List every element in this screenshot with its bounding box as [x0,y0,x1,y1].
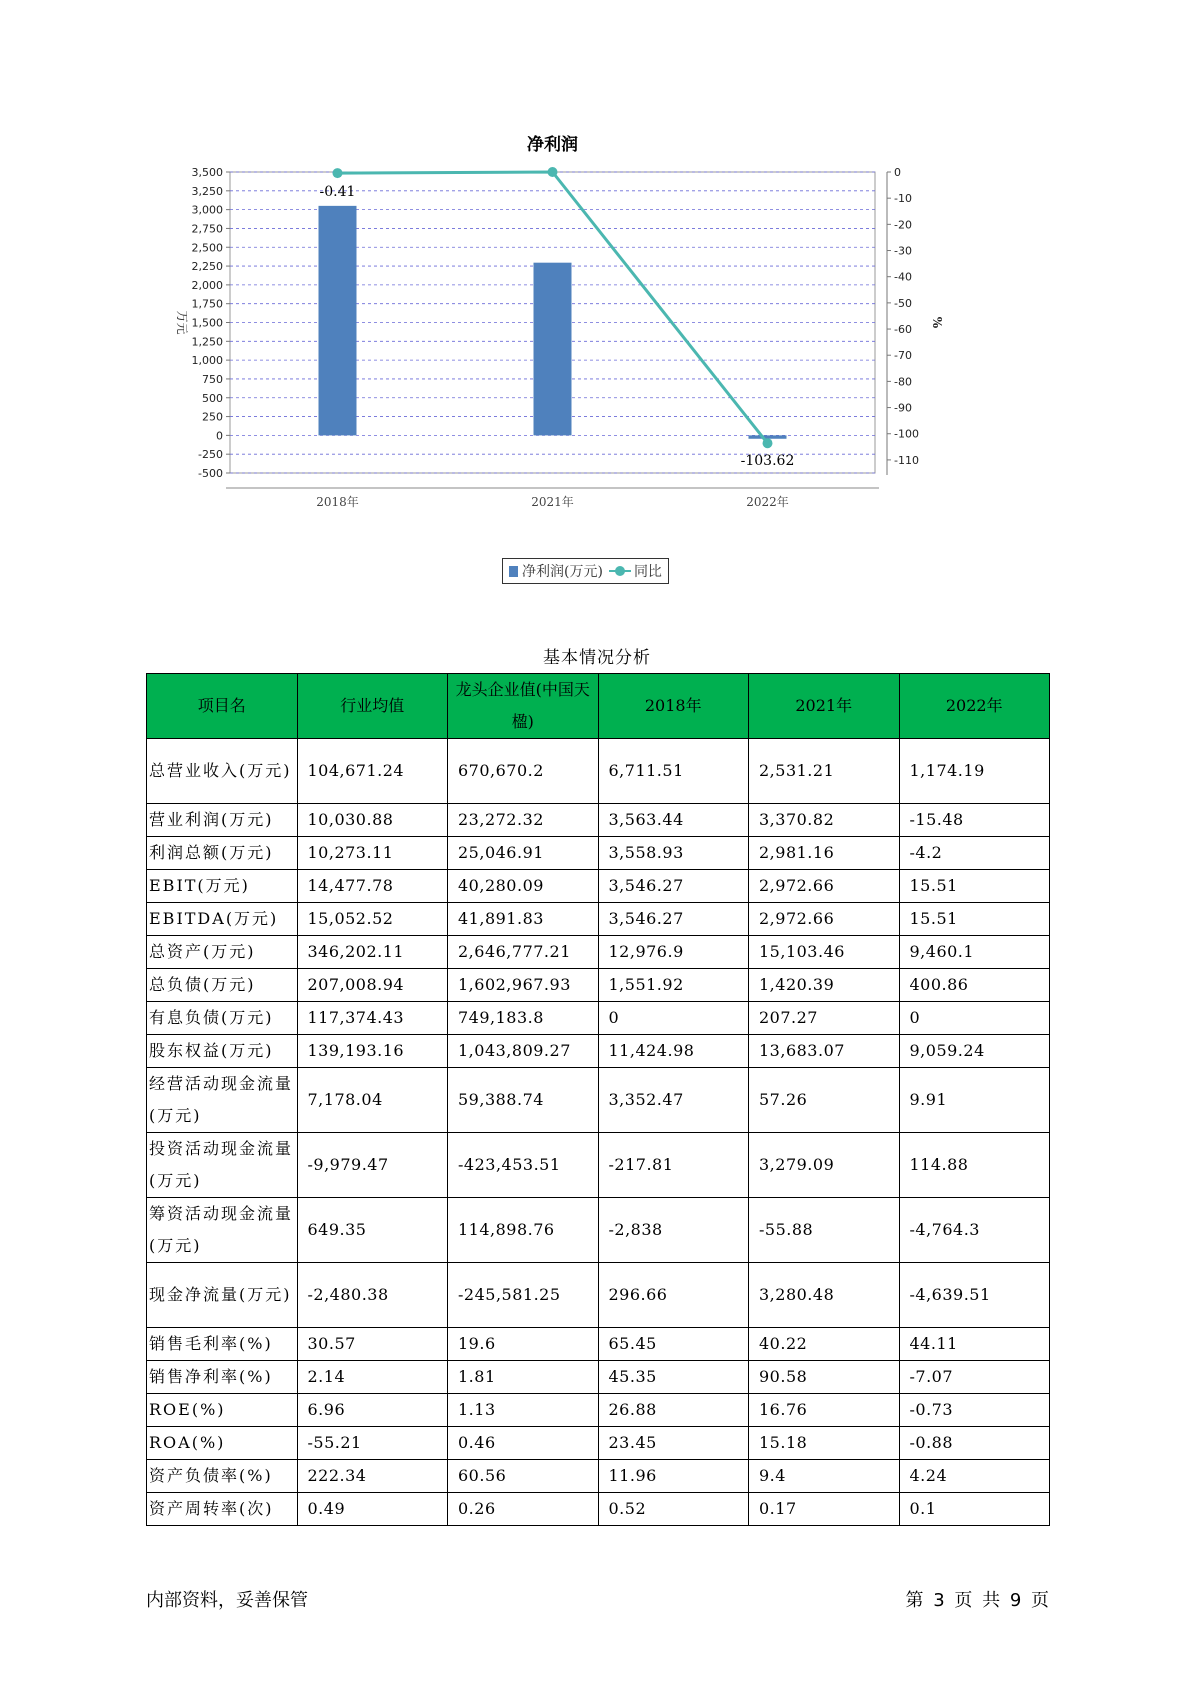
value-cell: 2,972.66 [749,903,900,936]
header-cell: 行业均值 [297,674,448,739]
table-row [147,1133,1050,1198]
y-tick-label: 1,250 [191,335,223,349]
value-cell: 10,030.88 [297,804,448,837]
value-cell: -9,979.47 [297,1133,448,1198]
y-tick-label: -500 [198,467,223,480]
value-cell: -245,581.25 [448,1263,599,1328]
value-cell: 9.91 [899,1068,1050,1133]
value-cell: 59,388.74 [448,1068,599,1133]
line-legend-swatch [609,566,631,576]
value-cell: -2,838 [598,1198,749,1263]
row-name-cell: 资产周转率(次) [147,1493,298,1526]
y2-tick-label: -100 [894,427,919,441]
value-cell: 104,671.24 [297,739,448,804]
value-cell: 13,683.07 [749,1035,900,1068]
value-cell: 16.76 [749,1394,900,1427]
legend-bar-label: 净利润(万元) [522,564,603,580]
value-cell: 9,059.24 [899,1035,1050,1068]
table-row [147,1263,1050,1328]
value-cell: 649.35 [297,1198,448,1263]
table-row [147,903,1050,936]
value-cell: 1,174.19 [899,739,1050,804]
value-cell: 15,103.46 [749,936,900,969]
value-cell: 14,477.78 [297,870,448,903]
value-cell: 346,202.11 [297,936,448,969]
value-cell: 207.27 [749,1002,900,1035]
value-cell: 0 [899,1002,1050,1035]
value-cell: 3,546.27 [598,870,749,903]
y-tick-label: 500 [202,391,223,405]
footer-confidential-note: 内部资料，妥善保管 [146,1590,308,1611]
row-name-cell: 经营活动现金流量(万元) [147,1068,298,1133]
value-cell: -55.21 [297,1427,448,1460]
y2-axis-title: % [930,316,944,329]
value-cell: 3,280.48 [749,1263,900,1328]
footer-page-number: 第 3 页 共 9 页 [905,1590,1049,1611]
value-cell: 1,602,967.93 [448,969,599,1002]
value-cell: 0.49 [297,1493,448,1526]
value-cell: 15.18 [749,1427,900,1460]
value-cell: 400.86 [899,969,1050,1002]
value-cell: 11,424.98 [598,1035,749,1068]
y-tick-label: 750 [202,372,223,386]
value-cell: 45.35 [598,1361,749,1394]
value-cell: 117,374.43 [297,1002,448,1035]
value-cell: -423,453.51 [448,1133,599,1198]
row-name-cell: 销售净利率(%) [147,1361,298,1394]
bar [319,206,357,436]
value-cell: 6,711.51 [598,739,749,804]
value-cell: 749,183.8 [448,1002,599,1035]
value-cell: 26.88 [598,1394,749,1427]
row-name-cell: 投资活动现金流量(万元) [147,1133,298,1198]
value-cell: 114.88 [899,1133,1050,1198]
header-cell: 2022年 [899,674,1050,739]
table-row [147,804,1050,837]
bar [534,263,572,436]
yoy-point [763,438,773,448]
value-cell: -4.2 [899,837,1050,870]
row-name-cell: 利润总额(万元) [147,837,298,870]
value-cell: -15.48 [899,804,1050,837]
value-cell: 2,972.66 [749,870,900,903]
y-tick-label: 3,000 [191,203,223,217]
value-cell: 23,272.32 [448,804,599,837]
y-tick-label: 250 [202,410,223,424]
value-cell: -7.07 [899,1361,1050,1394]
y2-tick-label: -50 [894,296,912,310]
value-cell: 1,551.92 [598,969,749,1002]
legend-line-label: 同比 [633,564,662,580]
value-cell: 3,279.09 [749,1133,900,1198]
y2-tick-label: -110 [894,453,919,467]
value-cell: 1,420.39 [749,969,900,1002]
value-cell: -2,480.38 [297,1263,448,1328]
table-row [147,1493,1050,1526]
row-name-cell: 营业利润(万元) [147,804,298,837]
value-cell: 15.51 [899,903,1050,936]
chart-legend [502,558,669,584]
row-name-cell: 资产负债率(%) [147,1460,298,1493]
y-tick-label: 1,750 [191,297,223,311]
y-tick-label: -250 [198,448,223,462]
table-row [147,936,1050,969]
row-name-cell: 销售毛利率(%) [147,1328,298,1361]
y-tick-label: 3,500 [191,166,223,179]
value-cell: 9.4 [749,1460,900,1493]
row-name-cell: 总负债(万元) [147,969,298,1002]
row-name-cell: 现金净流量(万元) [147,1263,298,1328]
chart-title: 净利润 [527,135,578,155]
value-cell: -4,639.51 [899,1263,1050,1328]
value-cell: 114,898.76 [448,1198,599,1263]
value-cell: 0.52 [598,1493,749,1526]
value-cell: 2,531.21 [749,739,900,804]
y-tick-label: 1,000 [191,354,223,368]
value-cell: 23.45 [598,1427,749,1460]
data-label: -0.41 [319,184,356,201]
y-tick-label: 2,500 [191,241,223,255]
row-name-cell: EBITDA(万元) [147,903,298,936]
value-cell: 1.81 [448,1361,599,1394]
header-cell: 项目名 [147,674,298,739]
data-label: -103.62 [740,453,795,470]
x-tick-label: 2021年 [531,495,574,509]
header-cell: 2018年 [598,674,749,739]
y2-tick-label: -20 [894,218,912,232]
value-cell: 296.66 [598,1263,749,1328]
value-cell: 15,052.52 [297,903,448,936]
value-cell: 2,646,777.21 [448,936,599,969]
table-caption: 基本情况分析 [543,648,651,668]
header-cell: 龙头企业值(中国天楹) [448,674,599,739]
value-cell: 3,563.44 [598,804,749,837]
value-cell: 3,370.82 [749,804,900,837]
x-tick-label: 2018年 [316,495,359,509]
value-cell: 3,558.93 [598,837,749,870]
header-cell: 2021年 [749,674,900,739]
row-name-cell: EBIT(万元) [147,870,298,903]
value-cell: 2.14 [297,1361,448,1394]
value-cell: -0.88 [899,1427,1050,1460]
value-cell: 90.58 [749,1361,900,1394]
row-name-cell: 有息负债(万元) [147,1002,298,1035]
value-cell: 6.96 [297,1394,448,1427]
y-tick-label: 2,750 [191,222,223,236]
value-cell: 222.34 [297,1460,448,1493]
value-cell: -217.81 [598,1133,749,1198]
value-cell: 0.46 [448,1427,599,1460]
value-cell: 3,352.47 [598,1068,749,1133]
value-cell: 40.22 [749,1328,900,1361]
yoy-point [548,167,558,177]
y-tick-label: 1,500 [191,316,223,330]
y2-tick-label: -90 [894,401,912,415]
value-cell: 65.45 [598,1328,749,1361]
y2-tick-label: -40 [894,270,912,284]
yoy-point [333,168,343,178]
table-row [147,1068,1050,1133]
basic-analysis-table [146,673,1050,1526]
table-row [147,1460,1050,1493]
chart-canvas [150,130,1050,600]
value-cell: 3,546.27 [598,903,749,936]
table-row [147,969,1050,1002]
value-cell: 0.26 [448,1493,599,1526]
table-row [147,837,1050,870]
y-tick-label: 3,250 [191,184,223,198]
table-row [147,1328,1050,1361]
value-cell: -4,764.3 [899,1198,1050,1263]
table-row [147,870,1050,903]
value-cell: 10,273.11 [297,837,448,870]
value-cell: 0.1 [899,1493,1050,1526]
value-cell: 30.57 [297,1328,448,1361]
value-cell: 25,046.91 [448,837,599,870]
y-tick-label: 2,000 [191,278,223,292]
table-header-row [147,674,1050,739]
y2-tick-label: -60 [894,323,912,337]
row-name-cell: ROE(%) [147,1394,298,1427]
table-row [147,1427,1050,1460]
row-name-cell: 筹资活动现金流量(万元) [147,1198,298,1263]
value-cell: 207,008.94 [297,969,448,1002]
value-cell: 11.96 [598,1460,749,1493]
value-cell: 7,178.04 [297,1068,448,1133]
row-name-cell: 总营业收入(万元) [147,739,298,804]
value-cell: 1,043,809.27 [448,1035,599,1068]
table-row [147,1198,1050,1263]
value-cell: 0 [598,1002,749,1035]
value-cell: 1.13 [448,1394,599,1427]
y2-tick-label: -10 [894,192,912,206]
table-row [147,739,1050,804]
value-cell: -0.73 [899,1394,1050,1427]
y2-tick-label: 0 [894,166,901,179]
value-cell: 139,193.16 [297,1035,448,1068]
table-row [147,1035,1050,1068]
value-cell: 15.51 [899,870,1050,903]
y-axis-title: 万元 [175,310,189,335]
row-name-cell: 股东权益(万元) [147,1035,298,1068]
value-cell: 12,976.9 [598,936,749,969]
value-cell: -55.88 [749,1198,900,1263]
x-tick-label: 2022年 [746,495,789,509]
value-cell: 40,280.09 [448,870,599,903]
table-row [147,1002,1050,1035]
table-row [147,1394,1050,1427]
value-cell: 60.56 [448,1460,599,1493]
value-cell: 4.24 [899,1460,1050,1493]
y2-tick-label: -80 [894,375,912,389]
value-cell: 0.17 [749,1493,900,1526]
value-cell: 19.6 [448,1328,599,1361]
value-cell: 41,891.83 [448,903,599,936]
value-cell: 44.11 [899,1328,1050,1361]
value-cell: 670,670.2 [448,739,599,804]
net-profit-chart [150,130,1050,600]
row-name-cell: ROA(%) [147,1427,298,1460]
table-row [147,1361,1050,1394]
value-cell: 2,981.16 [749,837,900,870]
y2-tick-label: -70 [894,349,912,363]
y2-tick-label: -30 [894,244,912,258]
y-tick-label: 0 [216,429,223,443]
y-tick-label: 2,250 [191,260,223,274]
bar-legend-swatch [509,566,518,577]
value-cell: 57.26 [749,1068,900,1133]
row-name-cell: 总资产(万元) [147,936,298,969]
value-cell: 9,460.1 [899,936,1050,969]
